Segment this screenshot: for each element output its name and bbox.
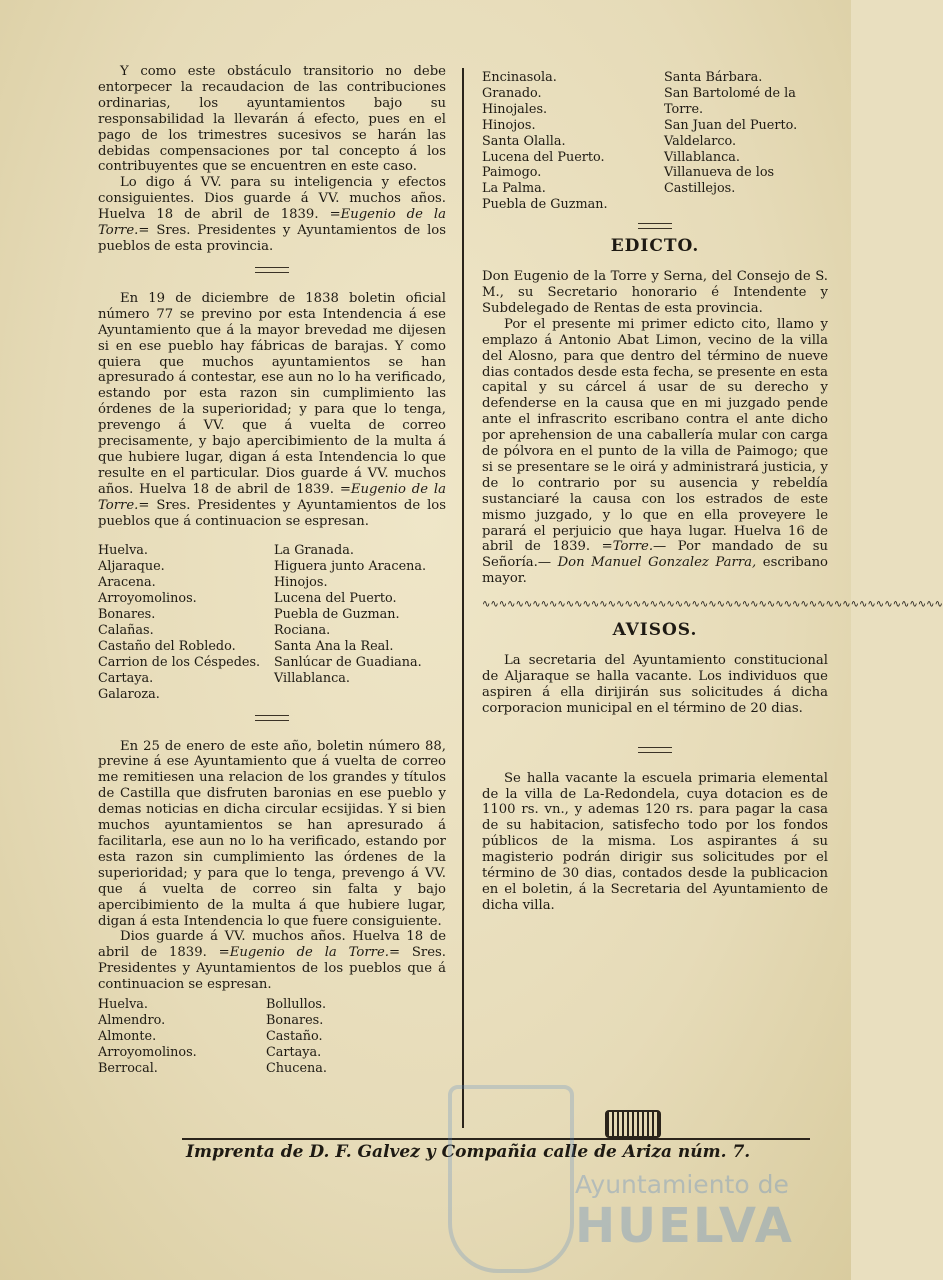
- town-name: Villablanca.: [274, 670, 350, 686]
- edicto-intro: Don Eugenio de la Torre y Serna, del Consejo de S. M., su Secretario honorario é Intendente y Subdelegado de Rentas de esta provincia.: [482, 269, 828, 316]
- paragraph-dios-guarde: [98, 929, 446, 993]
- printer-ornament: [605, 1110, 661, 1138]
- town-name: Aljaraque.: [98, 559, 165, 575]
- signature: Don Manuel Gonzalez Parra,: [557, 555, 757, 571]
- town-name: Granado.: [482, 85, 542, 101]
- town-name: Sanlúcar de Guadiana.: [274, 654, 422, 670]
- town-name: Encinasola.: [482, 70, 557, 85]
- town-name: Castaño del Robledo.: [98, 638, 236, 654]
- town-name: Santa Olalla.: [482, 133, 566, 149]
- town-name: Santa Bárbara.: [664, 70, 763, 85]
- town-name: Valdelarco.: [664, 133, 737, 149]
- ornamental-rule: ∿∿∿∿∿∿∿∿∿∿∿∿∿∿∿∿∿∿∿∿∿∿∿∿∿∿∿∿∿∿∿∿∿∿∿∿∿∿∿∿∿∿∿∿∿∿∿∿∿∿∿∿∿∿∿: [482, 599, 943, 611]
- town-list-col-a: [98, 543, 274, 702]
- town-name: Almonte.: [98, 1028, 157, 1044]
- town-name: Paimogo.: [482, 165, 542, 181]
- text: Dios guarde á VV. muchos años. Huelva 18 de abril de 1839.: [98, 929, 446, 961]
- addressee: Sres. Presidentes y Ayuntamientos de los pueblos que á continuacion se espresan.: [98, 945, 446, 993]
- town-name: Chucena.: [266, 1060, 327, 1076]
- edicto-heading: EDICTO.: [610, 236, 700, 257]
- watermark-line-2: HUELVA: [575, 1198, 794, 1254]
- town-name: Arroyomolinos.: [98, 1044, 197, 1060]
- town-name: Bollullos.: [266, 997, 327, 1013]
- town-name: Lucena del Puerto.: [274, 591, 397, 607]
- avisos-heading: AVISOS.: [612, 620, 698, 641]
- text: Lo digo á VV. para su inteligencia y efectos consiguientes. Dios guarde á VV. muchos años. Huelva 18 de abril de 1839.: [98, 175, 446, 223]
- town-name: Aracena.: [98, 575, 156, 591]
- town-name: Villanueva de los Castillejos.: [664, 165, 775, 197]
- town-list-col-b: [274, 543, 426, 702]
- imprint-footer: Imprenta de D. F. Galvez y Compañia calle de Ariza núm. 7.: [186, 1142, 751, 1162]
- town-name: Almendro.: [98, 1012, 166, 1028]
- town-name: Hinojales.: [482, 101, 548, 117]
- separator: [255, 715, 289, 721]
- town-name: Hinojos.: [482, 117, 536, 133]
- town-name: Cartaya.: [266, 1044, 322, 1060]
- town-name: Calañas.: [98, 623, 154, 638]
- text: Por mandado de su Señoría.—: [482, 539, 828, 571]
- town-name: Berrocal.: [98, 1060, 158, 1076]
- column-divider: [462, 68, 464, 1128]
- separator: [638, 747, 672, 753]
- signature: =Eugenio de la Torre.=: [98, 481, 446, 513]
- separator: [638, 223, 672, 229]
- town-name: Bonares.: [266, 1012, 324, 1028]
- signature: =Eugenio de la Torre.=: [218, 945, 401, 961]
- paragraph-barajas: [98, 291, 446, 530]
- paragraph-lo-digo: [98, 175, 446, 255]
- town-name: Huelva.: [98, 543, 148, 559]
- town-name: Galaroza.: [98, 686, 160, 702]
- town-list-3: [482, 70, 828, 213]
- right-column: [482, 70, 943, 914]
- town-name: Arroyomolinos.: [98, 591, 197, 607]
- aviso-escuela: Se halla vacante la escuela primaria elemental de la villa de La-Redondela, cuya dotacion es de 1100 rs. vn., y ademas 120 rs. para pagar la casa de su habitacion, satisfecho todo por los fondos públicos de la misma. Los aspirantes á su magisterio podrán dirigir sus solicitudes por el término de 30 dias, contados desde la publicacion en el boletin, á la Secretaria del Ayuntamiento de dicha villa.: [482, 770, 828, 913]
- town-name: Huelva.: [98, 997, 148, 1013]
- town-list-1: [98, 543, 446, 702]
- paragraph-obstaculo: Y como este obstáculo transitorio no debe entorpecer la recaudacion de las contribuciones ordinarias, los ayuntamientos bajo su responsabilidad la llevarán á efecto, pues en el pago de los trimestres sucesivos se harán las debidas compensaciones por tal concepto á los contribuyentes que se encuentren en este caso.: [98, 64, 446, 175]
- paragraph-baronias: En 25 de enero de este año, boletin número 88, previne á ese Ayuntamiento que á vuelta de correo me remitiesen una relacion de los grandes y títulos de Castilla que disfruten baronias en ese pueblo y demas noticias en dicha circular ecsijidas. Y si bien muchos ayuntamientos se han apresurado á facilitarla, ese aun no lo ha verificado, estando por esta razon sin cumplimiento las órdenes de la superioridad; y para que lo tenga, prevengo á VV. que á vuelta de correo sin falta y bajo apercibimiento de la multa á que hubiere lugar, digan á esta Intendencia lo que fuere consiguiente.: [98, 738, 446, 929]
- watermark-line-1: Ayuntamiento de: [575, 1170, 789, 1199]
- coat-of-arms-watermark: [448, 1085, 574, 1273]
- left-column: [98, 64, 446, 1077]
- town-list-col-a: [98, 997, 266, 1077]
- town-name: Puebla de Guzman.: [274, 607, 400, 623]
- town-list-col-a: [482, 70, 664, 213]
- addressee: Sres. Presidentes y Ayuntamientos de los pueblos de esta provincia.: [98, 223, 446, 254]
- town-name: Hinojos.: [274, 575, 328, 591]
- text: escribano mayor.: [482, 555, 828, 587]
- town-name: Villablanca.: [664, 149, 740, 165]
- town-list-col-b: [664, 70, 824, 213]
- town-name: La Palma.: [482, 181, 546, 197]
- town-name: Puebla de Guzman.: [482, 197, 608, 213]
- signature: =Eugenio de la Torre.=: [98, 207, 447, 239]
- town-name: Castaño.: [266, 1028, 323, 1044]
- town-name: San Juan del Puerto.: [664, 117, 798, 133]
- edicto-body: [482, 317, 828, 587]
- town-list-2: [98, 997, 446, 1077]
- separator: [255, 267, 289, 273]
- town-name: Santa Ana la Real.: [274, 638, 394, 654]
- text: En 19 de diciembre de 1838 boletin oficial número 77 se previno por esta Intendencia á ese Ayuntamiento que á la mayor brevedad me dijesen si en ese pueblo hay fábricas de barajas. Y como quiera que muchos ayuntamientos se han apresurado á contestar, ese aun no lo ha verificado, estando por esta razon sin cumplimiento las órdenes de la superioridad; y para que lo tenga, prevengo á VV. que á vuelta de correo precisamente, y bajo apercibimiento de la multa á que hubiere lugar, digan á esta Intendencia lo que resulte en el particular. Dios guarde á VV. muchos años. Huelva 18 de abril de 1839.: [98, 290, 446, 497]
- town-name: Bonares.: [98, 607, 156, 623]
- town-name: La Granada.: [274, 543, 354, 559]
- town-name: Lucena del Puerto.: [482, 149, 605, 165]
- aviso-secretaria: La secretaria del Ayuntamiento constitucional de Aljaraque se halla vacante. Los individuos que aspiren á ella dirijirán sus solicitudes á dicha corporacion municipal en el término de 20 dias.: [482, 653, 828, 716]
- addressee: Sres. Presidentes y Ayuntamientos de los pueblos que á continuacion se espresan.: [98, 497, 446, 529]
- town-list-col-b: [266, 997, 327, 1077]
- signature: =Torre.—: [601, 539, 667, 555]
- town-name: Carrion de los Céspedes.: [98, 654, 261, 670]
- town-name: Rociana.: [274, 623, 331, 638]
- town-name: San Bartolomé de la Torre.: [664, 85, 796, 117]
- town-name: Cartaya.: [98, 670, 154, 686]
- text: Por el presente mi primer edicto cito, llamo y emplazo á Antonio Abat Limon, vecino de la villa del Alosno, para que dentro del término de nueve dias contados desde esta fecha, se presente en esta capital y su cárcel á usar de su derecho y defenderse en la causa que en mi juzgado pende ante el infrascrito escribano contra el ante dicho por aprehension de una caballería mular con carga de pólvora en el punto de la villa de Paimogo; que si se presentare se le oirá y administrará justicia, y de lo contrario por su ausencia y rebeldía sustanciaré la causa con los estrados de este mismo juzgado, y lo que en ella proveyere le parará el perjuicio que haya lugar. Huelva 16 de abril de 1839.: [482, 316, 828, 555]
- town-name: Higuera junto Aracena.: [274, 559, 427, 575]
